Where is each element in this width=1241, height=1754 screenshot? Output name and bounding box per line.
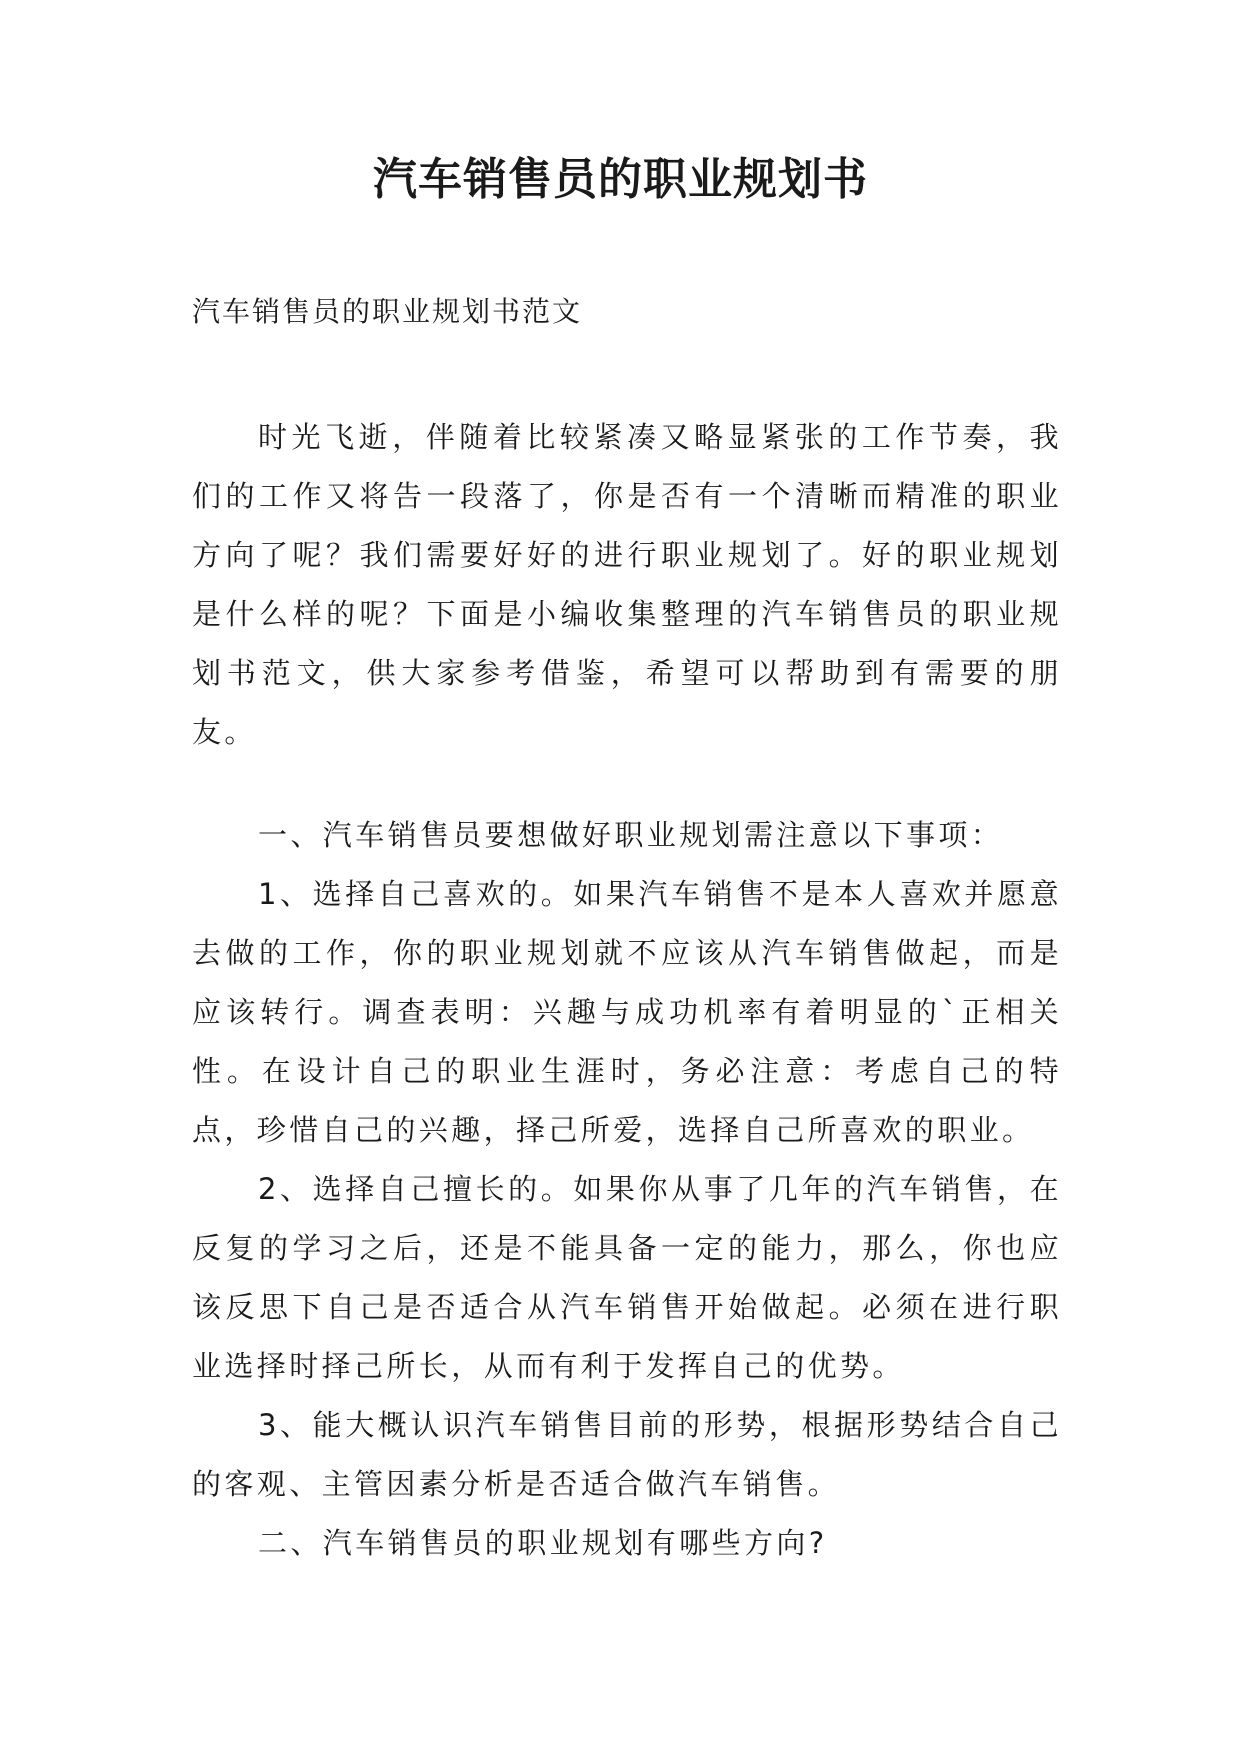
- main-content: [192, 806, 1062, 1573]
- list-item-3: 3、能大概认识汽车销售目前的形势，根据形势结合自己的客观、主管因素分析是否适合做汽车销售。: [192, 1408, 1062, 1501]
- list-item-2: 2、选择自己擅长的。如果你从事了几年的汽车销售，在反复的学习之后，还是不能具备一定的能力，那么，你也应该反思下自己是否适合从汽车销售开始做起。必须在进行职业选择时择己所长，从而有利于发挥自己的优势。: [192, 1172, 1062, 1383]
- document-subtitle: 汽车销售员的职业规划书范文: [192, 295, 583, 328]
- section-heading-1: 一、汽车销售员要想做好职业规划需注意以下事项：: [258, 818, 1004, 852]
- list-item-1: 1、选择自己喜欢的。如果汽车销售不是本人喜欢并愿意去做的工作，你的职业规划就不应该从汽车销售做起，而是应该转行。调查表明：兴趣与成功机率有着明显的`正相关性。在设计自己的职业生涯时，务必注意：考虑自己的特点，珍惜自己的兴趣，择己所爱，选择自己所喜欢的职业。: [192, 877, 1062, 1147]
- document-title: 汽车销售员的职业规划书: [373, 154, 868, 205]
- section-heading-2: 二、汽车销售员的职业规划有哪些方向?: [258, 1526, 828, 1560]
- intro-paragraph: 时光飞逝，伴随着比较紧凑又略显紧张的工作节奏，我们的工作又将告一段落了，你是否有一个清晰而精准的职业方向了呢？我们需要好好的进行职业规划了。好的职业规划是什么样的呢？下面是小编收集整理的汽车销售员的职业规划书范文，供大家参考借鉴，希望可以帮助到有需要的朋友。: [192, 420, 1062, 749]
